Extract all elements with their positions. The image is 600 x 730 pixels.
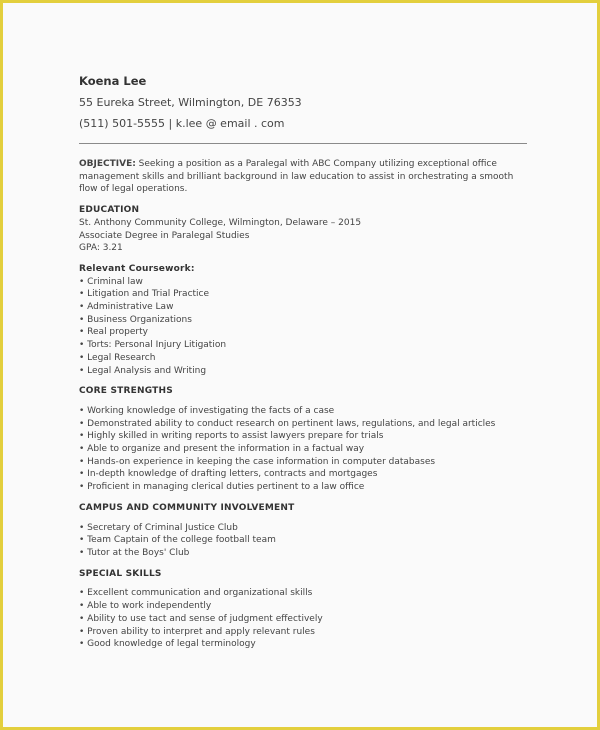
campus-heading: CAMPUS AND COMMUNITY INVOLVEMENT: [79, 502, 295, 513]
core-strengths-list: [79, 405, 529, 494]
list-item: • Hands-on experience in keeping the case information in computer databases: [79, 456, 436, 467]
education-degree: Associate Degree in Paralegal Studies: [79, 230, 250, 241]
list-item: • In-depth knowledge of drafting letters, contracts and mortgages: [79, 469, 378, 480]
candidate-name: Koena Lee: [79, 74, 147, 88]
list-item: • Ability to use tact and sense of judgment effectively: [79, 613, 323, 624]
candidate-address: 55 Eureka Street, Wilmington, DE 76353: [79, 96, 302, 109]
list-item: • Litigation and Trial Practice: [79, 289, 210, 300]
list-item: • Team Captain of the college football team: [79, 535, 276, 546]
special-skills-section: [79, 568, 529, 651]
education-gpa: GPA: 3.21: [79, 243, 123, 254]
campus-section: [79, 502, 529, 560]
campus-list: [79, 522, 529, 560]
list-item: • Proven ability to interpret and apply relevant rules: [79, 626, 315, 637]
list-item: • Good knowledge of legal terminology: [79, 639, 256, 650]
education-school: St. Anthony Community College, Wilmington, Delaware – 2015: [79, 217, 362, 228]
list-item: • Legal Analysis and Writing: [79, 365, 207, 376]
list-item: • Business Organizations: [79, 314, 192, 325]
list-item: • Proficient in managing clerical duties pertinent to a law office: [79, 482, 365, 493]
list-item: • Legal Research: [79, 352, 156, 363]
coursework-list: [79, 276, 529, 378]
objective-label: OBJECTIVE:: [79, 159, 136, 169]
education-section: [79, 204, 529, 255]
objective-text: Seeking a position as a Paralegal with ABC Company utilizing exceptional office management skills and brilliant background in law education to assist in orchestrating a smooth flow of legal operations.: [79, 159, 514, 195]
list-item: • Demonstrated ability to conduct research on pertinent laws, regulations, and legal articles: [79, 418, 496, 429]
list-item: • Highly skilled in writing reports to assist lawyers prepare for trials: [79, 431, 384, 442]
candidate-contact: (511) 501-5555 | k.lee @ email . com: [79, 117, 285, 130]
coursework-heading: Relevant Coursework:: [79, 263, 195, 274]
education-heading: EDUCATION: [79, 205, 140, 216]
header-divider: [79, 143, 527, 144]
list-item: • Criminal law: [79, 276, 143, 287]
core-strengths-heading: CORE STRENGTHS: [79, 386, 173, 397]
list-item: • Secretary of Criminal Justice Club: [79, 522, 238, 533]
special-skills-heading: SPECIAL SKILLS: [79, 568, 162, 579]
list-item: • Real property: [79, 327, 148, 338]
list-item: • Administrative Law: [79, 302, 174, 313]
list-item: • Torts: Personal Injury Litigation: [79, 340, 227, 351]
special-skills-list: [79, 587, 529, 651]
list-item: • Tutor at the Boys' Club: [79, 547, 190, 558]
objective-paragraph: [79, 158, 529, 196]
coursework-section: [79, 263, 529, 377]
resume-page: [79, 74, 529, 651]
list-item: • Able to work independently: [79, 601, 212, 612]
core-strengths-section: [79, 385, 529, 494]
list-item: • Able to organize and present the information in a factual way: [79, 444, 365, 455]
list-item: • Excellent communication and organizational skills: [79, 588, 313, 599]
list-item: • Working knowledge of investigating the facts of a case: [79, 405, 335, 416]
